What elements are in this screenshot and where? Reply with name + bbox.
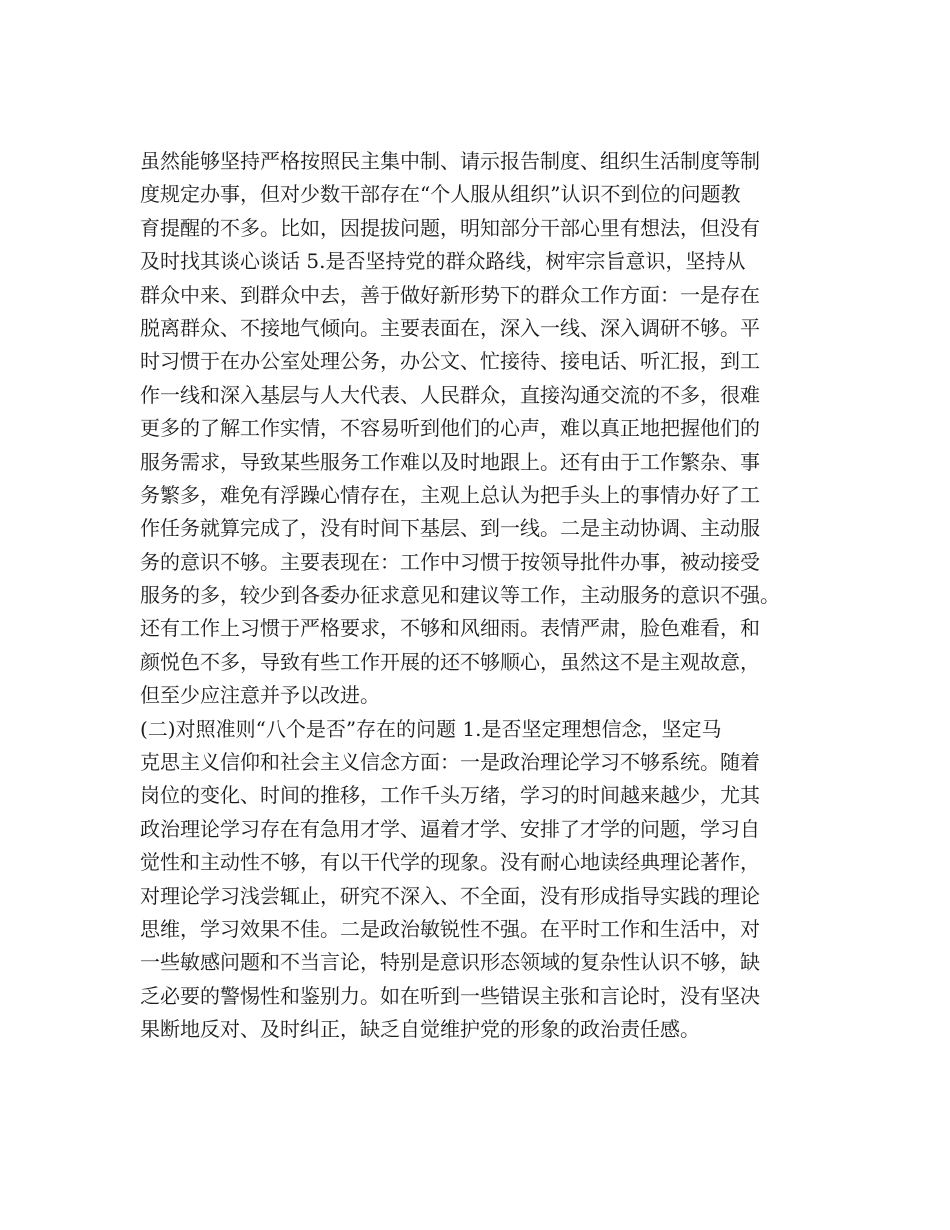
text-line: 时习惯于在办公室处理公务，办公文、忙接待、接电话、听汇报，到工	[140, 349, 760, 374]
text-line: 还有工作上习惯于严格要求，不够和风细雨。表情严肃，脸色难看，和	[140, 616, 760, 641]
text-line: 觉性和主动性不够，有以干代学的现象。没有耐心地读经典理论著作，	[140, 850, 760, 875]
text-line: 虽然能够坚持严格按照民主集中制、请示报告制度、组织生活制度等制	[140, 149, 760, 173]
text-line: 务的意识不够。主要表现在：工作中习惯于按领导批件办事，被动接受	[140, 549, 760, 574]
text-line: 克思主义信仰和社会主义信念方面：一是政治理论学习不够系统。随着	[140, 750, 760, 775]
text-line: 更多的了解工作实情，不容易听到他们的心声，难以真正地把握他们的	[140, 416, 760, 441]
text-line: 及时找其谈心谈话 5.是否坚持党的群众路线，树牢宗旨意识，坚持从	[140, 249, 746, 274]
text-line: 作一线和深入基层与人大代表、人民群众，直接沟通交流的不多，很难	[140, 382, 760, 407]
text-line: 一些敏感问题和不当言论，特别是意识形态领域的复杂性认识不够，缺	[140, 950, 760, 975]
text-line: 群众中来、到群众中去，善于做好新形势下的群众工作方面：一是存在	[140, 282, 760, 307]
text-line: 思维，学习效果不佳。二是政治敏锐性不强。在平时工作和生活中，对	[140, 916, 760, 941]
text-line: 政治理论学习存在有急用才学、逼着才学、安排了才学的问题，学习自	[140, 816, 760, 841]
text-line: 度规定办事，但对少数干部存在“个人服从组织”认识不到位的问题教	[140, 182, 741, 207]
text-line: 岗位的变化、时间的推移，工作千头万绪，学习的时间越来越少，尤其	[140, 783, 760, 808]
text-line: 务繁多，难免有浮躁心情存在，主观上总认为把手头上的事情办好了工	[140, 482, 760, 507]
text-line: 颜悦色不多，导致有些工作开展的还不够顺心，虽然这不是主观故意，	[140, 649, 760, 674]
text-line: 作任务就算完成了，没有时间下基层、到一线。二是主动协调、主动服	[140, 516, 760, 541]
text-line: 服务需求，导致某些服务工作难以及时地跟上。还有由于工作繁杂、事	[140, 449, 760, 474]
text-line: 对理论学习浅尝辄止，研究不深入、不全面，没有形成指导实践的理论	[140, 883, 760, 908]
text-line: 果断地反对、及时纠正，缺乏自觉维护党的形象的政治责任感。	[140, 1017, 700, 1042]
text-line: 脱离群众、不接地气倾向。主要表面在，深入一线、深入调研不够。平	[140, 315, 760, 340]
text-line: 服务的多，较少到各委办征求意见和建议等工作，主动服务的意识不强。	[140, 583, 780, 608]
body-text	[140, 145, 840, 1047]
text-line: 育提醒的不多。比如，因提拔问题，明知部分干部心里有想法，但没有	[140, 215, 760, 240]
text-line: (二)对照准则“八个是否”存在的问题 1.是否坚定理想信念，坚定马	[140, 716, 722, 741]
text-line: 乏必要的警惕性和鉴别力。如在听到一些错误主张和言论时，没有坚决	[140, 983, 760, 1008]
text-line: 但至少应注意并予以改进。	[140, 683, 380, 708]
